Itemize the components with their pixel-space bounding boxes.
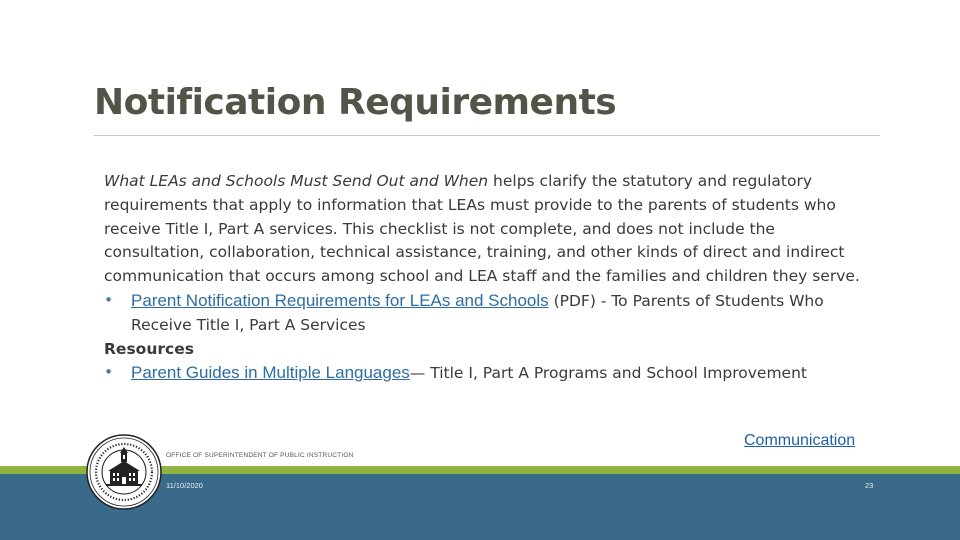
bullet-dot: • — [104, 363, 114, 382]
bullet-text: (PDF) - To Parents of Students Who Receive Title I, Part A Services — [131, 291, 824, 334]
intro-italic-title: What LEAs and Schools Must Send Out and When — [104, 172, 489, 190]
communication-link[interactable]: Communication — [744, 432, 856, 449]
parent-notification-link[interactable]: Parent Notification Requirements for LEAs and Schools — [131, 290, 549, 310]
intro-text: helps clarify the statutory and regulatory requirements that apply to information that LEAs must provide to the parents of students who receive Title I, Part A services. This checklist is not complete, and does not include the consultation, collaboration, technical assistance, training, and other kinds of direct and indirect communication that occurs among school and LEA staff and the families and children they serve. — [104, 172, 860, 286]
bullet-text: — Title I, Part A Programs and School Improvement — [409, 364, 807, 383]
bullet-item-guides — [104, 361, 874, 386]
ospi-seal-icon — [86, 434, 162, 510]
title-divider — [94, 135, 880, 136]
parent-guides-link[interactable]: Parent Guides in Multiple Languages — [131, 363, 410, 383]
intro-paragraph — [104, 170, 874, 289]
slide-number: 23 — [865, 481, 874, 490]
footer-date: 11/10/2020 — [166, 481, 203, 490]
slide-title: Notification Requirements — [94, 82, 617, 123]
slide-body — [104, 170, 874, 386]
bullet-dot: • — [104, 290, 114, 309]
resources-heading: Resources — [104, 339, 194, 358]
footer-office-name: OFFICE OF SUPERINTENDENT OF PUBLIC INSTRUCTION — [166, 452, 354, 459]
bullet-item-notification — [104, 289, 874, 338]
